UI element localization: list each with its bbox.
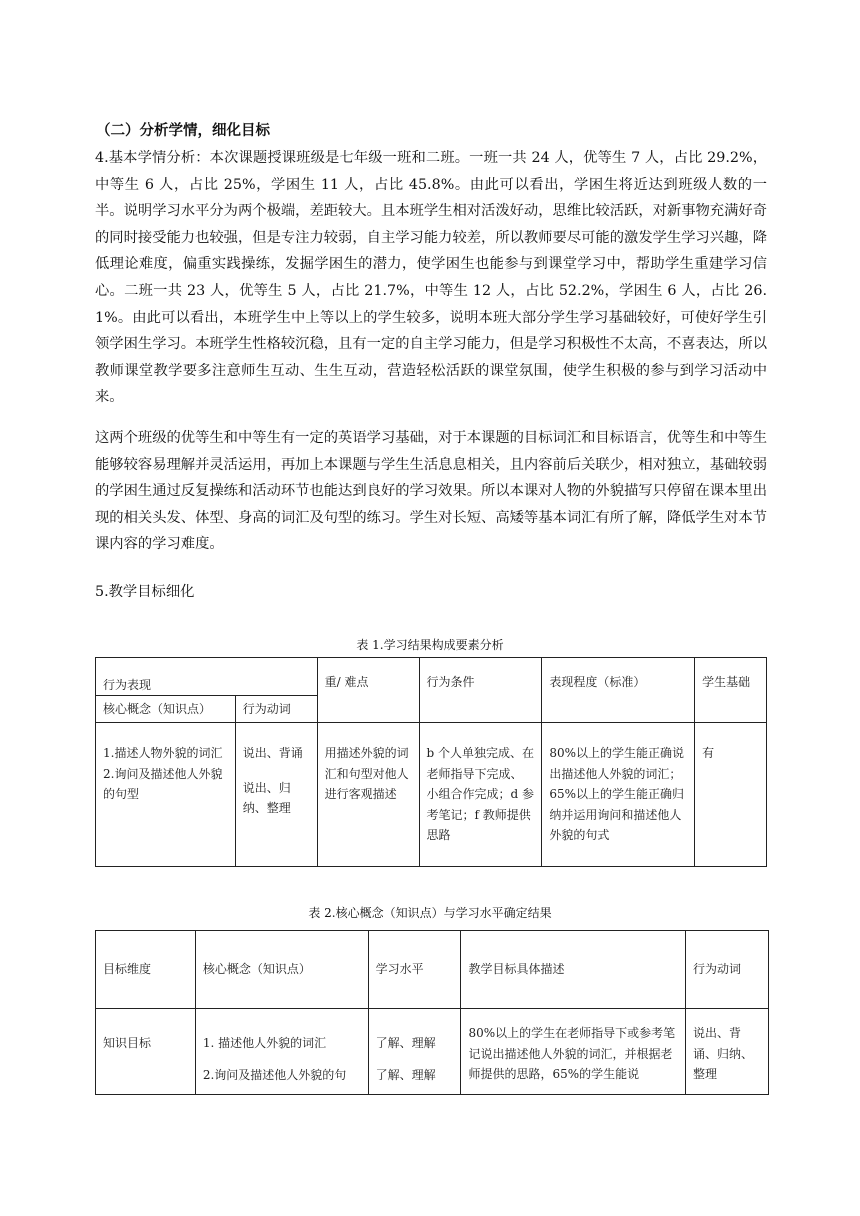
header-verb: 行为动词 — [235, 696, 317, 723]
cell-degree: 80%以上的学生能正确说出描述他人外貌的词汇；65%以上的学生能正确归纳并运用询问和描述他人外貌的句式 — [542, 723, 695, 867]
cell-key-points: 用描述外貌的词汇和句型对他人进行客观描述 — [317, 723, 419, 867]
header-dimension: 目标维度 — [96, 931, 196, 1009]
verb-2: 说出、归纳、整理 — [242, 780, 291, 815]
header-level: 学习水平 — [368, 931, 461, 1009]
cell-dimension: 知识目标 — [96, 1009, 196, 1095]
cell-levels — [368, 1009, 461, 1095]
concept-1: 1. 描述他人外貌的词汇 — [202, 1036, 327, 1050]
header-key-points: 重/ 难点 — [317, 658, 419, 723]
header-core-concept: 核心概念（知识点） — [195, 931, 368, 1009]
header-degree: 表现程度（标准） — [542, 658, 695, 723]
student-analysis-paragraph: 4.基本学情分析：本次课题授课班级是七年级一班和二班。一班一共 24 人，优等生 7 人，占比 29.2%，中等生 6 人，占比 25%，学困生 11 人，占比 45.8%。由此可以看出，学困生将近达到班级人数的一半。说明学习水平分为两个极端，差距较大。且本班学生相对活泼好动，思维比较活跃，对新事物充满好奇的同时接受能力也较强，但是专注力较弱，自主学习能力较差，所以教师要尽可能的激发学生学习兴趣，降低理论难度，偏重实践操练，发掘学困生的潜力，使学困生也能参与到课堂学习中，帮助学生重建学习信心。二班一共 23 人，优等生 5 人，占比 21.7%，中等生 12 人，占比 52.2%，学困生 6 人，占比 26.1%。由此可以看出，本班学生中上等以上的学生较多，说明本班大部分学生学习基础较好，可使好学生引领学困生学习。本班学生性格较沉稳，且有一定的自主学习能力，但是学习积极性不太高，不喜表达，所以教师课堂教学要多注意师生互动、生生互动，营造轻松活跃的课堂氛围，使学生积极的参与到学习活动中来。 — [95, 150, 767, 406]
learning-outcome-table — [95, 657, 767, 867]
level-2: 了解、理解 — [375, 1067, 436, 1082]
level-1: 了解、理解 — [375, 1036, 436, 1050]
cell-condition: b 个人单独完成、在老师指导下完成、小组合作完成；d 参考笔记；f 教师提供思路 — [419, 723, 542, 867]
header-description: 教学目标具体描述 — [461, 931, 686, 1009]
concept-2: 2.询问及描述他人外貌的句 — [202, 1067, 347, 1082]
cell-basis: 有 — [695, 723, 767, 867]
header-condition: 行为条件 — [419, 658, 542, 723]
cell-verbs: 说出、背诵、归纳、整理 — [686, 1009, 769, 1095]
table1-caption: 表 1.学习结果构成要素分析 — [356, 638, 504, 652]
section-heading: （二）分析学情，细化目标 — [96, 123, 270, 139]
cell-verbs — [235, 723, 317, 867]
core-concept-1: 1.描述人物外貌的词汇 — [103, 746, 223, 760]
header-basis: 学生基础 — [695, 658, 767, 723]
table2-caption: 表 2.核心概念（知识点）与学习水平确定结果 — [308, 906, 552, 920]
core-concept-2: 2.询问及描述他人外貌的句型 — [103, 766, 223, 801]
item-5-heading: 5.教学目标细化 — [95, 584, 195, 600]
header-verbs: 行为动词 — [686, 931, 769, 1009]
english-foundation-paragraph: 这两个班级的优等生和中等生有一定的英语学习基础，对于本课题的目标词汇和目标语言，优等生和中等生能够较容易理解并灵活运用，再加上本课题与学生生活息息相关，且内容前后关联少，相对独立，基础较弱的学困生通过反复操练和活动环节也能达到良好的学习效果。所以本课对人物的外貌描写只停留在课本里出现的相关头发、体型、身高的词汇及句型的练习。学生对长短、高矮等基本词汇有所了解，降低学生对本节课内容的学习难度。 — [95, 430, 767, 553]
core-concept-level-table — [95, 930, 769, 1095]
header-core-concept: 核心概念（知识点） — [96, 696, 236, 723]
verb-1: 说出、背诵 — [242, 746, 303, 760]
cell-description: 80%以上的学生在老师指导下或参考笔记说出描述他人外貌的词汇，并根据老师提供的思路，65%的学生能说 — [461, 1009, 686, 1095]
cell-concepts — [195, 1009, 368, 1095]
cell-core-concepts — [96, 723, 236, 867]
header-behavior: 行为表现 — [96, 658, 318, 696]
